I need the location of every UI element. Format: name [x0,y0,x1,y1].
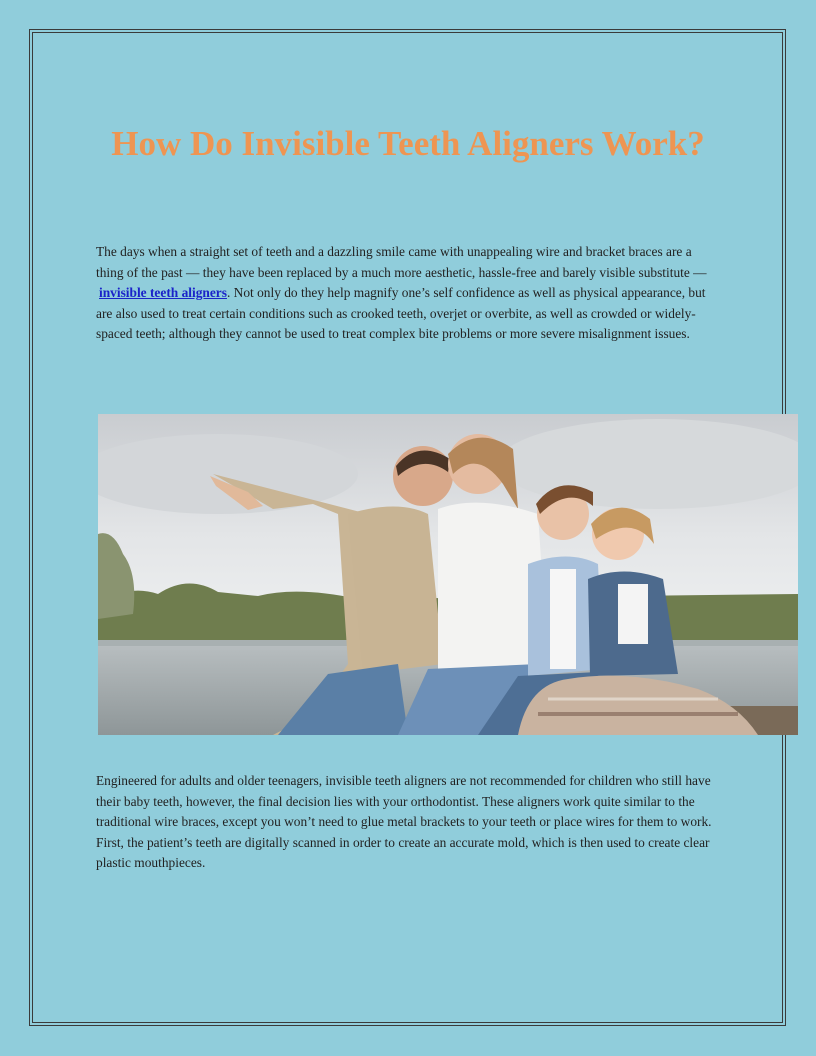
body-paragraph: Engineered for adults and older teenagers, invisible teeth aligners are not recommended for children who still have their baby teeth, however, the final decision lies with your orthodontist. These aligners work quite similar to the traditional wire braces, except you won’t need to glue metal brackets to your teeth or place wires for them to work. First, the patient’s teeth are digitally scanned in order to create an accurate mold, which is then used to create clear plastic mouthpieces. [96,773,712,871]
invisible-aligners-link[interactable]: invisible teeth aligners [99,285,227,301]
intro-text-before-link: The days when a straight set of teeth and a dazzling smile came with unappealing wire and bracket braces are a thing of the past — they have been replaced by a much more aesthetic, hassle-free and barely visible substitute — [96,244,707,280]
intro-text-after-link: . Not only do they help magnify one’s self confidence as well as physical appearance, but are also used to treat certain conditions such as crooked teeth, overjet or overbite, as well as crowded or widely-spaced teeth; although they cannot be used to treat complex bite problems or more severe misalignment issues. [96,285,706,342]
family-photo [98,414,798,735]
family-photo-illustration [98,414,798,735]
page-title: How Do Invisible Teeth Aligners Work? [111,124,705,163]
intro-paragraph [96,242,722,345]
